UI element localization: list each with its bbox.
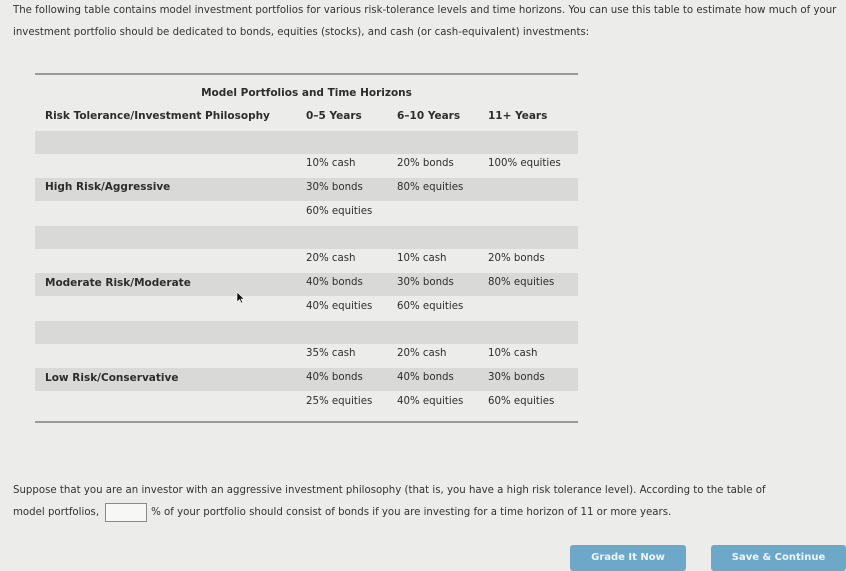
question-line-1: Suppose that you are an investor with an aggressive investment philosophy (that is, you have a high risk tolerance level). According to the table of xyxy=(13,485,766,496)
table-cell: 40% bonds xyxy=(306,372,363,383)
header-0-5-years: 0–5 Years xyxy=(306,110,362,122)
answer-input[interactable] xyxy=(105,503,147,522)
table-row-band xyxy=(35,131,578,154)
question-prefix: model portfolios, xyxy=(13,507,100,518)
table-caption: Model Portfolios and Time Horizons xyxy=(201,87,412,99)
question-text xyxy=(13,480,843,524)
mouse-pointer-icon xyxy=(236,291,245,304)
table-cell: 60% equities xyxy=(488,396,555,407)
table-cell: 30% bonds xyxy=(306,182,363,193)
table-cell: 80% equities xyxy=(397,182,464,193)
grade-it-now-button[interactable]: Grade It Now xyxy=(570,545,686,571)
table-bottom-rule xyxy=(35,421,578,423)
row-label-high-risk: High Risk/Aggressive xyxy=(45,181,171,193)
table-top-rule xyxy=(35,73,578,75)
table-cell: 35% cash xyxy=(306,348,356,359)
table-cell: 10% cash xyxy=(488,348,538,359)
table-cell: 25% equities xyxy=(306,396,373,407)
header-risk-tolerance: Risk Tolerance/Investment Philosophy xyxy=(45,110,270,122)
table-cell: 80% equities xyxy=(488,277,555,288)
question-line-2 xyxy=(13,502,843,524)
row-label-moderate-risk: Moderate Risk/Moderate xyxy=(45,277,191,289)
table-cell: 60% equities xyxy=(306,206,373,217)
row-label-low-risk: Low Risk/Conservative xyxy=(45,372,179,384)
table-cell: 10% cash xyxy=(397,253,447,264)
table-row-band xyxy=(35,226,578,249)
table-cell: 10% cash xyxy=(306,158,356,169)
save-and-continue-button[interactable]: Save & Continue xyxy=(711,545,846,571)
table-cell: 20% cash xyxy=(306,253,356,264)
table-cell: 20% cash xyxy=(397,348,447,359)
table-cell: 20% bonds xyxy=(397,158,454,169)
table-cell: 100% equities xyxy=(488,158,561,169)
header-6-10-years: 6–10 Years xyxy=(397,110,461,122)
question-suffix: % of your portfolio should consist of bonds if you are investing for a time horizon of 11 or more years. xyxy=(151,507,672,518)
table-cell: 40% equities xyxy=(306,301,373,312)
table-row-band xyxy=(35,321,578,344)
table-cell: 30% bonds xyxy=(488,372,545,383)
table-cell: 20% bonds xyxy=(488,253,545,264)
table-cell: 40% equities xyxy=(397,396,464,407)
intro-text: The following table contains model investment portfolios for various risk-tolerance levels and time horizons. You can use this table to estimate how much of your investment portfolio should be dedicated to bonds, equities (stocks), and cash (or cash-equivalent) investments: xyxy=(13,5,837,38)
table-cell: 60% equities xyxy=(397,301,464,312)
table-cell: 30% bonds xyxy=(397,277,454,288)
table-cell: 40% bonds xyxy=(306,277,363,288)
table-cell: 40% bonds xyxy=(397,372,454,383)
header-11-plus-years: 11+ Years xyxy=(488,110,548,122)
